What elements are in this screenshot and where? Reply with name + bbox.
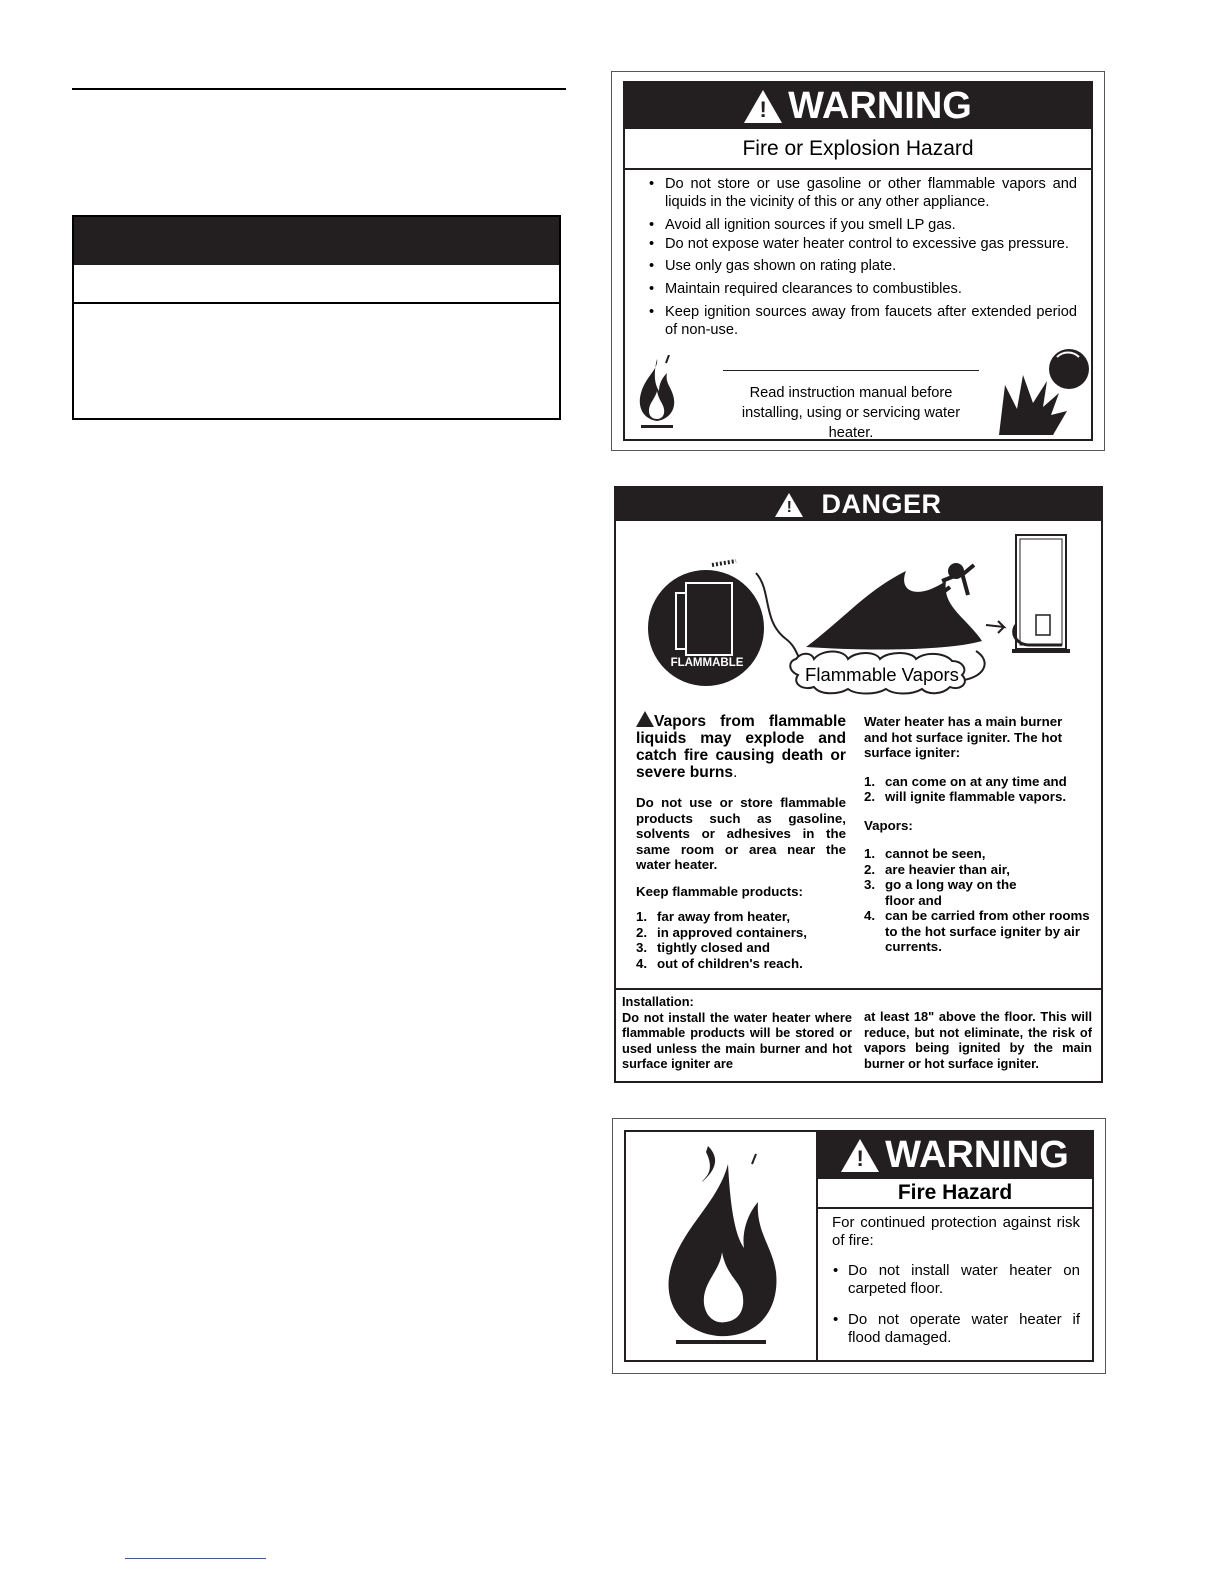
divider [723, 370, 979, 371]
empty-notice-box [72, 215, 561, 420]
alert-triangle-icon: ! [744, 90, 782, 123]
hazard-bullet-list [647, 175, 1077, 344]
top-rule [72, 88, 566, 90]
warning-fire-hazard-label [612, 1118, 1106, 1374]
list-item: 3. go a long way on the floor and [864, 877, 1017, 908]
keep-products-heading: Keep flammable products: [636, 883, 803, 899]
vapors-cloud-label: Flammable Vapors [805, 664, 959, 685]
list-item: 4. out of children's reach. [636, 955, 803, 971]
list-item: 1. far away from heater, [636, 909, 791, 924]
vapors-list [864, 846, 1090, 955]
alert-triangle-icon: ! [841, 1139, 879, 1172]
empty-notice-divider [74, 302, 559, 304]
vapors-explode-warning: Vapors from flammable liquids may explode and catch fire causing death or severe burns. [636, 713, 846, 781]
warning-fire-explosion-label [611, 71, 1105, 451]
list-item: • Do not expose water heater control to excessive gas pressure. [647, 236, 1077, 252]
vapors-heading: Vapors: [864, 817, 913, 833]
igniter-list [864, 774, 1090, 805]
list-item: 2. are heavier than air, [864, 861, 1010, 877]
keep-products-list [636, 909, 846, 971]
fire-hazard-bullets [832, 1262, 1080, 1347]
footer-link-underline[interactable] [125, 1558, 266, 1559]
installation-right-text: at least 18" above the floor. This will reduce, but not eliminate, the risk of vapors being ignited by the main burner or hot surface igniter. [864, 1009, 1092, 1071]
list-item: 2. in approved containers, [636, 924, 807, 940]
alert-triangle-icon: ! [775, 493, 803, 517]
list-item: 1. can come on at any time and [864, 773, 1067, 789]
installation-section [616, 988, 1101, 1080]
list-item: 3. tightly closed and [636, 940, 771, 955]
list-item: 1. cannot be seen, [864, 846, 986, 861]
list-item: • Do not operate water heater if flood damaged. [832, 1311, 1080, 1347]
danger-right-column [864, 714, 1090, 955]
can-label: FLAMMABLE [670, 657, 744, 669]
installation-left-text: Installation: Do not install the water heater where flammable products will be stored or used unless the main burner and hot surface igniter are [622, 994, 852, 1071]
hazard-title: Fire Hazard [818, 1179, 1092, 1209]
fire-hazard-body [832, 1214, 1080, 1360]
do-not-use-text: Do not use or store flammable products such as gasoline, solvents or adhesives in the same room or area near the water heater. [636, 795, 846, 872]
intro-text: For continued protection against risk of fire: [832, 1214, 1080, 1249]
signal-word: WARNING [885, 1134, 1069, 1176]
hazard-title: Fire or Explosion Hazard [625, 129, 1091, 170]
read-manual-note: Read instruction manual before installing, using or servicing water heater. [741, 385, 961, 441]
warning-banner [818, 1132, 1092, 1179]
danger-banner [616, 488, 1101, 521]
alert-triangle-icon [636, 711, 654, 727]
list-item: • Keep ignition sources away from faucets after extended period of non-use. [647, 303, 1077, 339]
explosion-icon [997, 345, 1093, 437]
flame-icon [646, 1142, 796, 1354]
empty-notice-header [74, 217, 559, 265]
list-item: 4. can be carried from other rooms to the hot surface igniter by air currents. [864, 908, 1090, 954]
signal-word: WARNING [788, 84, 972, 127]
flame-icon [635, 355, 679, 435]
list-item: • Do not install water heater on carpeted floor. [832, 1262, 1080, 1298]
heater-igniter-intro: Water heater has a main burner and hot surface igniter. The hot surface igniter: [864, 714, 1063, 760]
list-item: • Do not store or use gasoline or other flammable vapors and liquids in the vicinity of this or any other appliance. [647, 175, 1077, 211]
list-item: 2. will ignite flammable vapors. [864, 789, 1067, 804]
list-item: • Maintain required clearances to combustibles. [647, 280, 1077, 298]
installation-heading: Installation: [622, 994, 694, 1009]
warning-banner [625, 83, 1091, 129]
list-item: • Use only gas shown on rating plate. [647, 257, 1077, 275]
danger-left-column [636, 711, 846, 971]
signal-word: DANGER [821, 489, 942, 519]
danger-flammable-vapors-label [614, 486, 1103, 1083]
list-item: • Avoid all ignition sources if you smell LP gas. [647, 216, 1077, 234]
